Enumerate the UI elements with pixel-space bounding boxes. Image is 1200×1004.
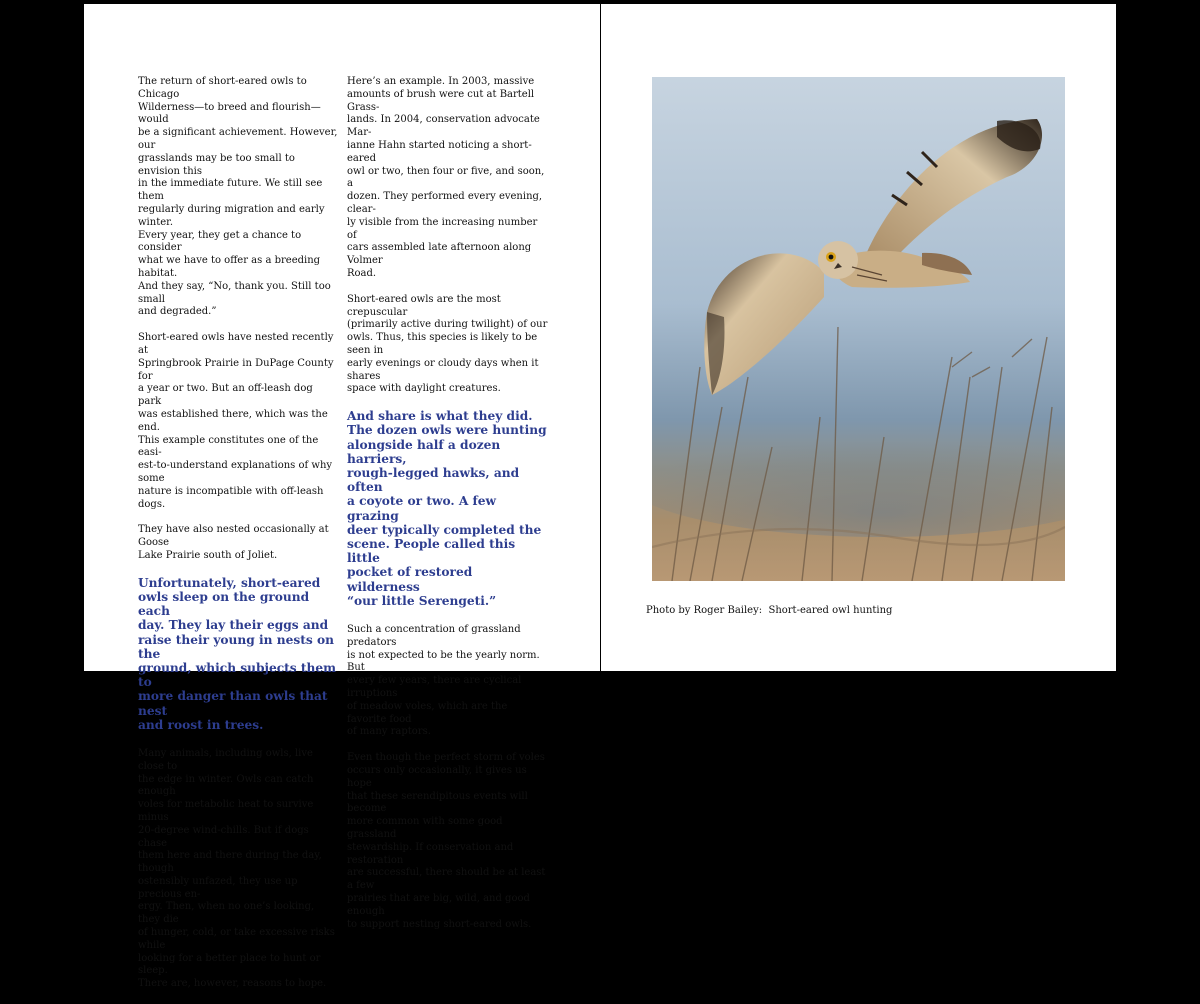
- right-page: [601, 4, 1116, 671]
- owl-photo: [652, 77, 1065, 581]
- body-paragraph: The return of short-eared owls to Chicago Wilderness—to breed and flourish—would be a significant achievement. However, our grasslands may be too small to envision this in the immediate future. We still see them regularly during migration and early winter. Every year, they get a chance to consider what we have to offer as a breeding habitat. And they say, “No, thank you. Still too small and degraded.”: [138, 76, 338, 318]
- pull-quote: And share is what they did. The dozen owls were hunting alongside half a dozen harriers, rough-legged hawks, and often a coyote or two. A few grazing deer typically completed the scene. People called this little pocket of restored wilderness “our little Serengeti.”: [347, 409, 547, 608]
- photo-caption: Photo by Roger Bailey: Short-eared owl hunting: [646, 605, 893, 616]
- body-paragraph: Short-eared owls have nested recently at Springbrook Prairie in DuPage County for a year or two. But an off-leash dog park was established there, which was the end. This example constitutes one of the easi- est-to-understand explanations of why some nature is incompatible with off-leash dogs.: [138, 332, 334, 510]
- text-column-right: [347, 76, 548, 944]
- body-paragraph: Many animals, including owls, live close to the edge in winter. Owls can catch enough voles for metabolic heat to survive minus 20-degree wind-chills. But if dogs chase them here and there during the day, though ostensibly unfazed, they use up precious en- ergy. Then, when no one’s looking, they die of hunger, cold, or take excessive risks while looking for a better place to hunt or sleep. There are, however, reasons to hope.: [138, 747, 335, 990]
- body-paragraph: Even though the perfect storm of voles occurs only occasionally, it gives us hope that these serendipitous events will become more common with some good grassland stewardship. If conservation and restoration are successful, there should be at least a few prairies that are big, wild, and good enough to support nesting short-eared owls.: [347, 752, 546, 930]
- body-paragraph: Short-eared owls are the most crepuscular (primarily active during twilight) of our owls. Thus, this species is likely to be seen in early evenings or cloudy days when it shares space with daylight creatures.: [347, 293, 548, 395]
- body-paragraph: They have also nested occasionally at Goose Lake Prairie south of Joliet.: [138, 524, 329, 561]
- pull-quote: Unfortunately, short-eared owls sleep on the ground each day. They lay their eggs and raise their young in nests on the ground, which subjects them to more danger than owls that nest and roost in trees.: [138, 575, 337, 732]
- text-column-left: [138, 76, 338, 1004]
- body-paragraph: Such a concentration of grassland predators is not expected to be the yearly norm. But every few years, there are cyclical irruptions of meadow voles, which are the favorite food of many raptors.: [347, 623, 540, 738]
- body-paragraph: Here’s an example. In 2003, massive amounts of brush were cut at Bartell Grass- lands. In 2004, conservation advocate Mar- ianne Hahn started noticing a short-eared owl or two, then four or five, and soon, a dozen. They performed every evening, clear- ly visible from the increasing number of cars assembled late afternoon along Volmer Road.: [347, 76, 545, 279]
- left-page: [84, 4, 600, 990]
